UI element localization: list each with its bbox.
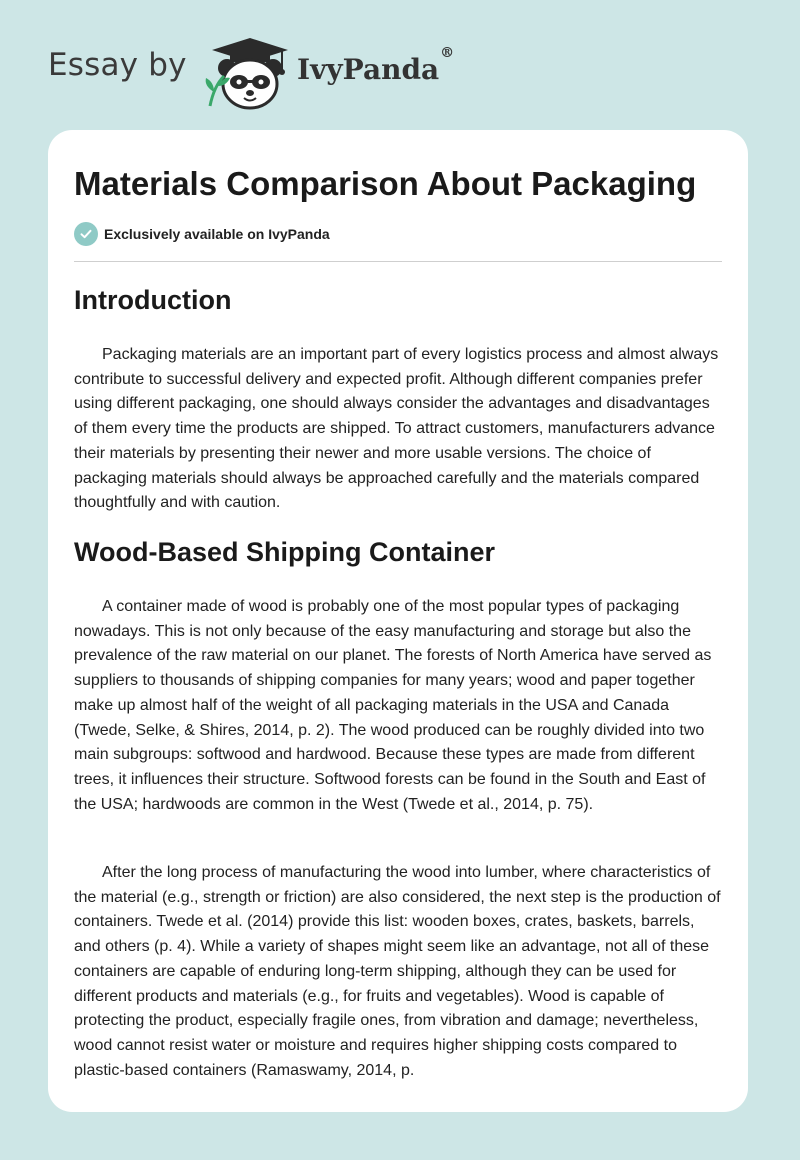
title-divider [74, 261, 722, 262]
section-heading-wood-container: Wood-Based Shipping Container [74, 537, 495, 567]
essay-by-label: Essay by [48, 47, 187, 83]
panda-graduate-icon[interactable] [200, 36, 292, 110]
exclusive-badge [74, 222, 330, 246]
brand-name[interactable] [297, 44, 455, 86]
paragraph-wood-container-2: After the long process of manufacturing the wood into lumber, where characteristics of the material (e.g., strength or friction) are also considered, the next step is the production of containers. Twede et al. (2014) provide this list: wooden boxes, crates, baskets, barrels, and others (p. 4). While a variety of shapes might seem like an advantage, not all of these containers are capable of enduring long-term shipping, although they can be used for different products and materials (e.g., for fruits and vegetables). Wood is capable of protecting the product, especially fragile ones, from vibration and damage; nevertheless, wood cannot resist water or moisture and requires higher shipping costs compared to plastic-based containers (Ramaswamy, 2014, p. [74, 864, 721, 1079]
paragraph-introduction-1: Packaging materials are an important part of every logistics process and almost always contribute to successful delivery and expected profit. Although different companies prefer using different packaging, one should always consider the advantages and disadvantages of them every time the products are shipped. To attract customers, manufacturers advance their materials by presenting their newer and more usable versions. The choice of packaging materials should always be approached carefully and the materials compared thoughtfully and with caution. [74, 346, 719, 512]
check-circle-icon [74, 222, 98, 246]
registered-mark: ® [440, 44, 455, 61]
paragraph-wood-container-1: A container made of wood is probably one of the most popular types of packaging nowadays. This is not only because of the easy manufacturing and storage but also the prevalence of the raw material on our planet. The forests of North America have served as suppliers to thousands of shipping companies for many years; wood and paper together make up almost half of the weight of all packaging materials in the USA and Canada (Twede, Selke, & Shires, 2014, p. 2). The wood produced can be roughly divided into two main subgroups: softwood and hardwood. Because these types are made from different trees, it influences their structure. Softwood forests can be found in the South and East of the USA; hardwoods are common in the West (Twede et al., 2014, p. 75). [74, 598, 712, 813]
brand-text: IvyPanda [297, 53, 440, 86]
exclusive-badge-text: Exclusively available on IvyPanda [104, 226, 330, 242]
section-heading-introduction: Introduction [74, 285, 232, 315]
article-title: Materials Comparison About Packaging [74, 165, 697, 202]
site-header [0, 0, 800, 130]
article-card [48, 130, 748, 1112]
